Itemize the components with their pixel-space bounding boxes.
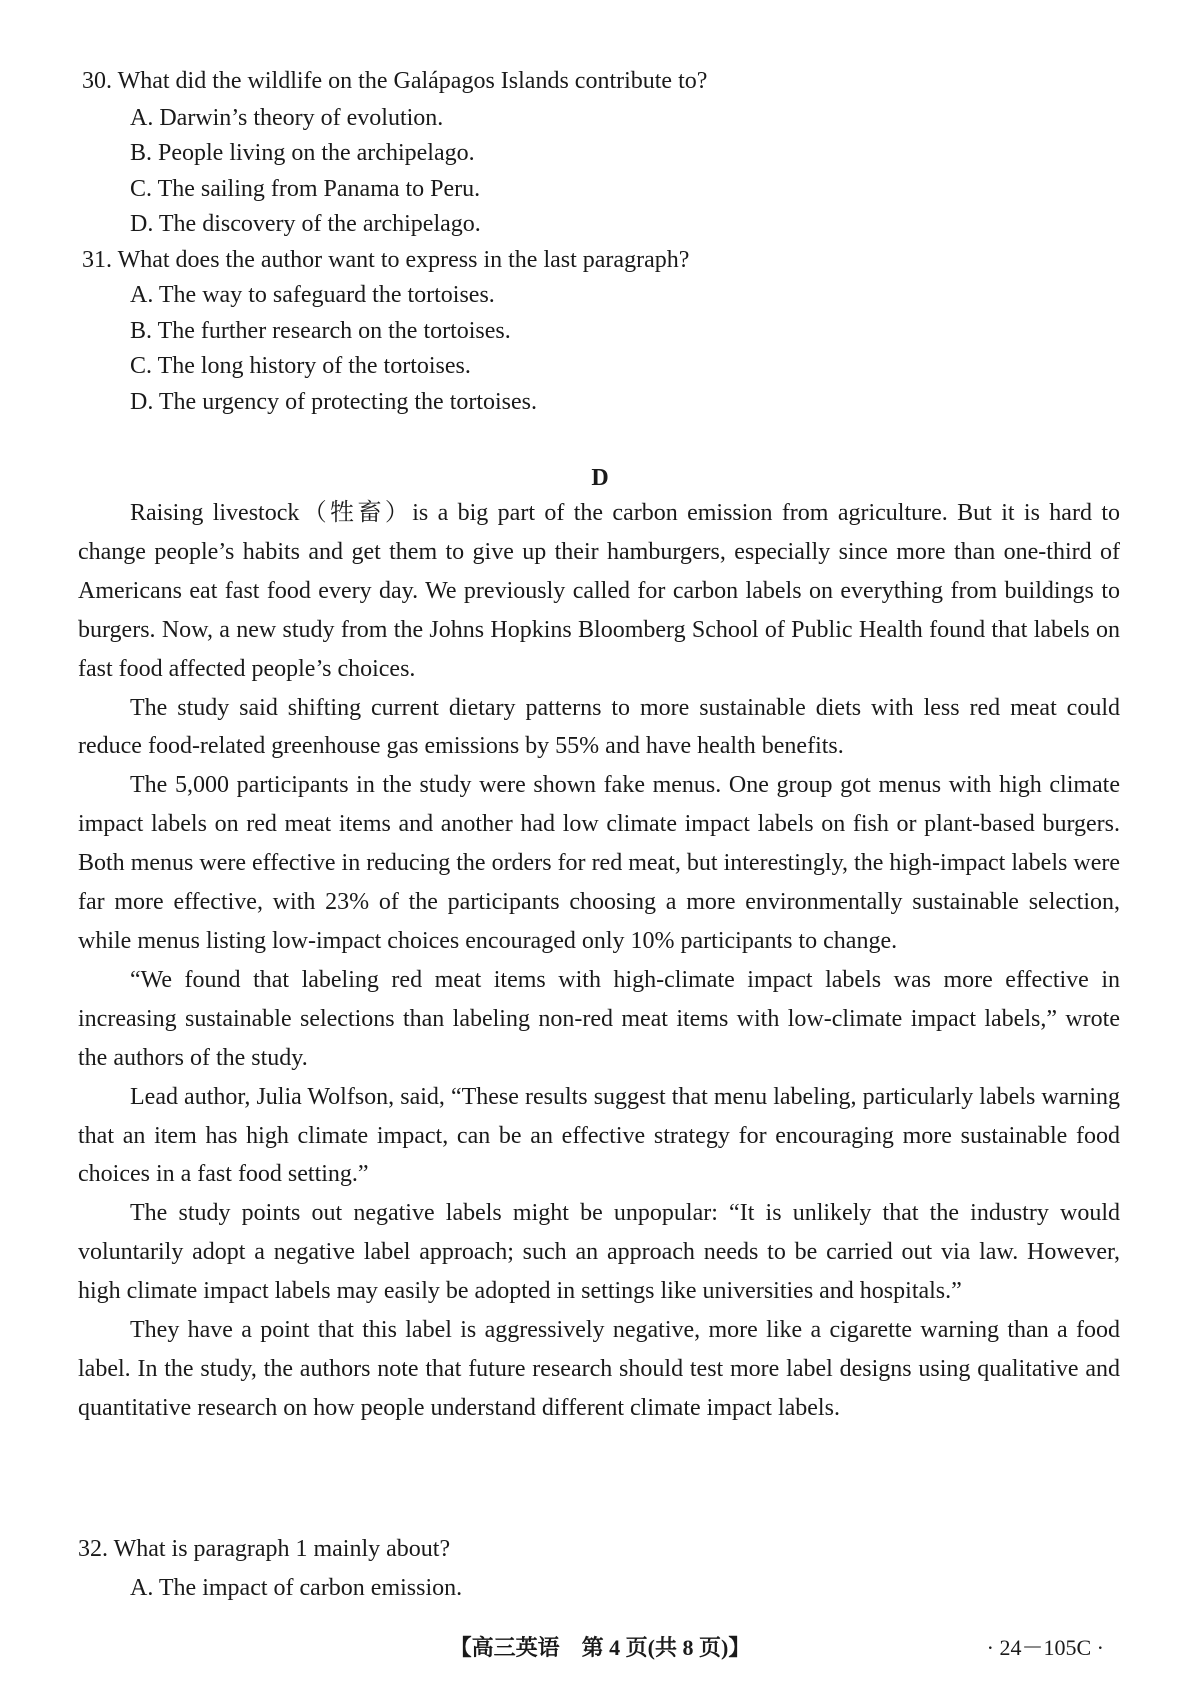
- question-32-option-a: A. The impact of carbon emission.: [130, 1575, 463, 1601]
- question-30-stem: 30. What did the wildlife on the Galápagos Islands contribute to?: [82, 68, 708, 94]
- passage-paragraph-6: The study points out negative labels might be unpopular: “It is unlikely that the industry would voluntarily adopt a negative label approach; such an approach needs to be carried out via law. However, high climate impact labels may easily be adopted in settings like universities and hospitals.”: [78, 1200, 1120, 1305]
- section-heading: D: [591, 465, 609, 491]
- question-32-stem: 32. What is paragraph 1 mainly about?: [78, 1536, 451, 1562]
- passage-paragraph-3: The 5,000 participants in the study were shown fake menus. One group got menus with high climate impact labels on red meat items and another had low climate impact labels on fish or plant-based burgers. Both menus were effective in reducing the orders for red meat, but interestingly, the high-impact labels were far more effective, with 23% of the participants choosing a more environmentally sustainable selection, while menus listing low-impact choices encouraged only 10% participants to change.: [78, 772, 1120, 954]
- question-30-option-b: B. People living on the archipelago.: [130, 140, 475, 166]
- passage-paragraph-7: They have a point that this label is aggressively negative, more like a cigarette warning than a food label. In the study, the authors note that future research should test more label designs using qualitative and quantitative research on how people understand different climate impact labels.: [78, 1317, 1120, 1421]
- question-31-option-b: B. The further research on the tortoises.: [130, 318, 511, 344]
- page-footer-code: · 24－105C ·: [986, 1635, 1104, 1660]
- reading-passage: [78, 494, 1120, 1428]
- passage-paragraph-2: The study said shifting current dietary patterns to more sustainable diets with less red meat could reduce food-related greenhouse gas emissions by 55% and have health benefits.: [78, 694, 1120, 760]
- passage-paragraph-4: “We found that labeling red meat items with high-climate impact labels was more effective in increasing sustainable selections than labeling non-red meat items with low-climate impact labels,” wrote the authors of the study.: [78, 966, 1120, 1071]
- question-31-option-d: D. The urgency of protecting the tortoises.: [130, 389, 538, 415]
- page-footer-label: 【高三英语 第 4 页(共 8 页)】: [449, 1635, 751, 1660]
- passage-paragraph-1: Raising livestock（牲畜）is a big part of the carbon emission from agriculture. But it is hard to change people’s habits and get them to give up their hamburgers, especially since more than one-third of Americans eat fast food every day. We previously called for carbon labels on everything from buildings to burgers. Now, a new study from the Johns Hopkins Bloomberg School of Public Health found that labels on fast food affected people’s choices.: [78, 500, 1120, 682]
- question-30-option-a: A. Darwin’s theory of evolution.: [130, 105, 444, 131]
- passage-paragraph-5: Lead author, Julia Wolfson, said, “These results suggest that menu labeling, particularly labels warning that an item has high climate impact, can be an effective strategy for encouraging more sustainable food choices in a fast food setting.”: [78, 1083, 1120, 1188]
- question-31-option-c: C. The long history of the tortoises.: [130, 353, 471, 379]
- question-30-option-d: D. The discovery of the archipelago.: [130, 211, 481, 237]
- question-31-option-a: A. The way to safeguard the tortoises.: [130, 282, 495, 308]
- question-30-option-c: C. The sailing from Panama to Peru.: [130, 176, 481, 202]
- question-31-stem: 31. What does the author want to express in the last paragraph?: [82, 247, 690, 273]
